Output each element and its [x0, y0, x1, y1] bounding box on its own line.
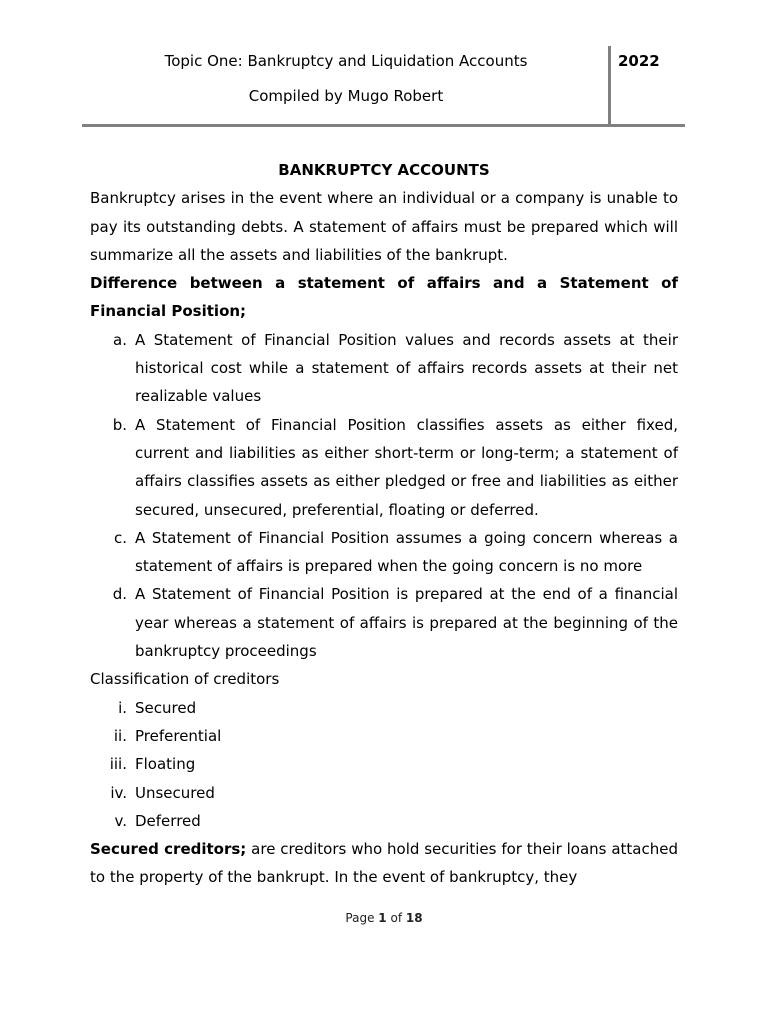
list-item-text: A Statement of Financial Position is prepared at the end of a financial year whereas a statement of affairs is prepared at the beginning of the bankruptcy proceedings — [135, 585, 678, 661]
document-body — [90, 156, 678, 892]
list-item — [90, 722, 678, 750]
differences-list — [90, 326, 678, 666]
list-item-text: Secured — [135, 698, 197, 717]
list-marker: a. — [113, 330, 127, 349]
secured-creditors-text: are creditors who hold securities for their loans attached to the property of the bankrupt. In the event of bankruptcy, they — [90, 840, 678, 887]
list-marker: d. — [112, 585, 127, 604]
list-item — [90, 411, 678, 524]
page-footer — [0, 911, 768, 925]
page-word: Page — [345, 911, 379, 925]
difference-heading: Difference between a statement of affairs and a Statement of Financial Position; — [90, 274, 678, 321]
header-author: Compiled by Mugo Robert — [248, 87, 444, 105]
list-marker: ii. — [113, 726, 127, 745]
list-item — [90, 694, 678, 722]
page-current: 1 — [378, 911, 387, 925]
list-marker: c. — [113, 528, 127, 547]
list-item — [90, 580, 678, 665]
header-horizontal-divider — [82, 124, 685, 127]
list-item — [90, 326, 678, 411]
header-year: 2022 — [618, 52, 660, 70]
list-item-text: Floating — [135, 755, 196, 774]
header-vertical-divider — [608, 46, 611, 126]
list-item — [90, 807, 678, 835]
list-item-text: A Statement of Financial Position values and records assets at their historical cost while a statement of affairs records assets at their net realizable values — [135, 330, 678, 406]
page-of: of — [386, 911, 406, 925]
list-item-text: Deferred — [135, 811, 201, 830]
list-item-text: Unsecured — [135, 783, 215, 802]
list-marker: iv. — [110, 783, 127, 802]
header-title: Topic One: Bankruptcy and Liquidation Accounts — [164, 52, 528, 70]
list-item — [90, 524, 678, 581]
list-marker: iii. — [109, 755, 127, 774]
list-item-text: A Statement of Financial Position classifies assets as either fixed, current and liabilities as either short-term or long-term; a statement of affairs classifies assets as either pledged or free and liabilities as either secured, unsecured, preferential, floating or deferred. — [135, 415, 678, 519]
creditors-list — [90, 694, 678, 835]
secured-creditors-paragraph — [90, 835, 678, 892]
intro-paragraph: Bankruptcy arises in the event where an individual or a company is unable to pay its outstanding debts. A statement of affairs must be prepared which will summarize all the assets and liabilities of the bankrupt. — [90, 189, 678, 264]
list-item-text: A Statement of Financial Position assumes a going concern whereas a statement of affairs is prepared when the going concern is no more — [135, 528, 678, 576]
page-total: 18 — [405, 911, 423, 925]
section-heading: BANKRUPTCY ACCOUNTS — [278, 161, 490, 179]
classification-label: Classification of creditors — [90, 670, 280, 689]
list-item — [90, 779, 678, 807]
list-marker: b. — [112, 415, 127, 434]
list-item — [90, 750, 678, 778]
list-marker: v. — [114, 811, 127, 830]
list-marker: i. — [118, 698, 127, 717]
secured-creditors-term: Secured creditors; — [90, 840, 247, 859]
list-item-text: Preferential — [135, 726, 222, 745]
